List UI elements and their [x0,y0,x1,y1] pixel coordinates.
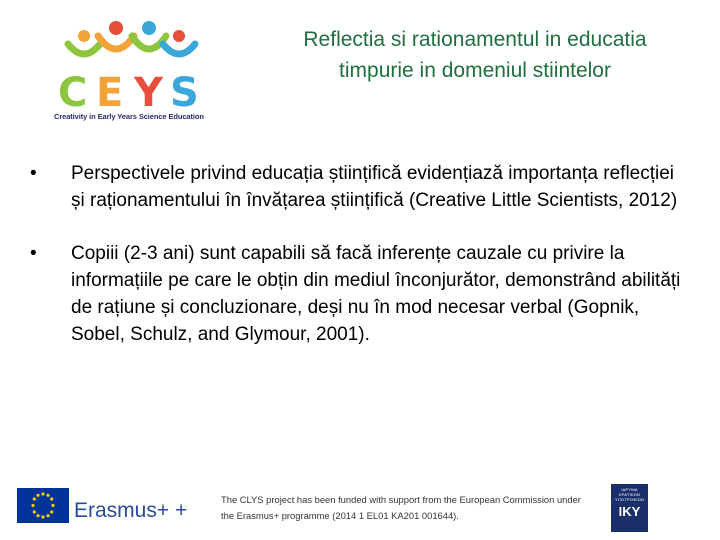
ceys-logo [54,18,214,124]
ceys-wordmark [58,70,199,112]
erasmus-logo-text: Erasmus+ + [74,499,188,522]
iky-label: IKY [618,504,641,519]
bullet-list [30,160,690,348]
iky-foundation-name: ΙΔΡΥΜΑ ΚΡΑΤΙΚΩΝ ΥΠΟΤΡΟΦΙΩΝ [614,487,645,502]
svg-text:E: E [96,70,124,112]
svg-text:Y: Y [134,70,163,112]
eu-stars-icon [17,488,69,523]
bullet-marker: • [30,163,37,184]
footer [0,478,720,538]
funding-disclaimer: The CLYS project has been funded with support from the European Commission under the Erasmus+ programme (2014 1 EL01 KA201 001644). [221,494,581,521]
bullet-text: Perspectivele privind educația științifică evidențiază importanța reflecției și raționamentului în învățarea științifică (Creative Little Scientists, 2012) [71,163,678,211]
bullet-item [30,240,690,348]
bullet-marker: • [30,243,37,264]
ceys-logo-graphic [54,18,214,112]
svg-text:C: C [58,70,88,112]
iky-logo [611,484,648,532]
bullet-text: Copiii (2-3 ani) sunt capabili să facă inferențe cauzale cu privire la informațiile pe care le obțin din mediul înconjurător, demonstrând abilități de rațiune și concluzionare, deși nu în mod necesar verbal (Gopnik, Sobel, Schulz, and Glymour, 2001). [71,243,681,345]
svg-text:S: S [170,70,199,112]
people-figures-icon [68,21,195,54]
slide-title: Reflectia si rationamentul in educatia timpurie in domeniul stiintelor [303,28,647,82]
bullet-item [30,160,690,214]
logo-tagline: Creativity in Early Years Science Education [54,112,204,121]
eu-flag-icon [17,488,69,523]
